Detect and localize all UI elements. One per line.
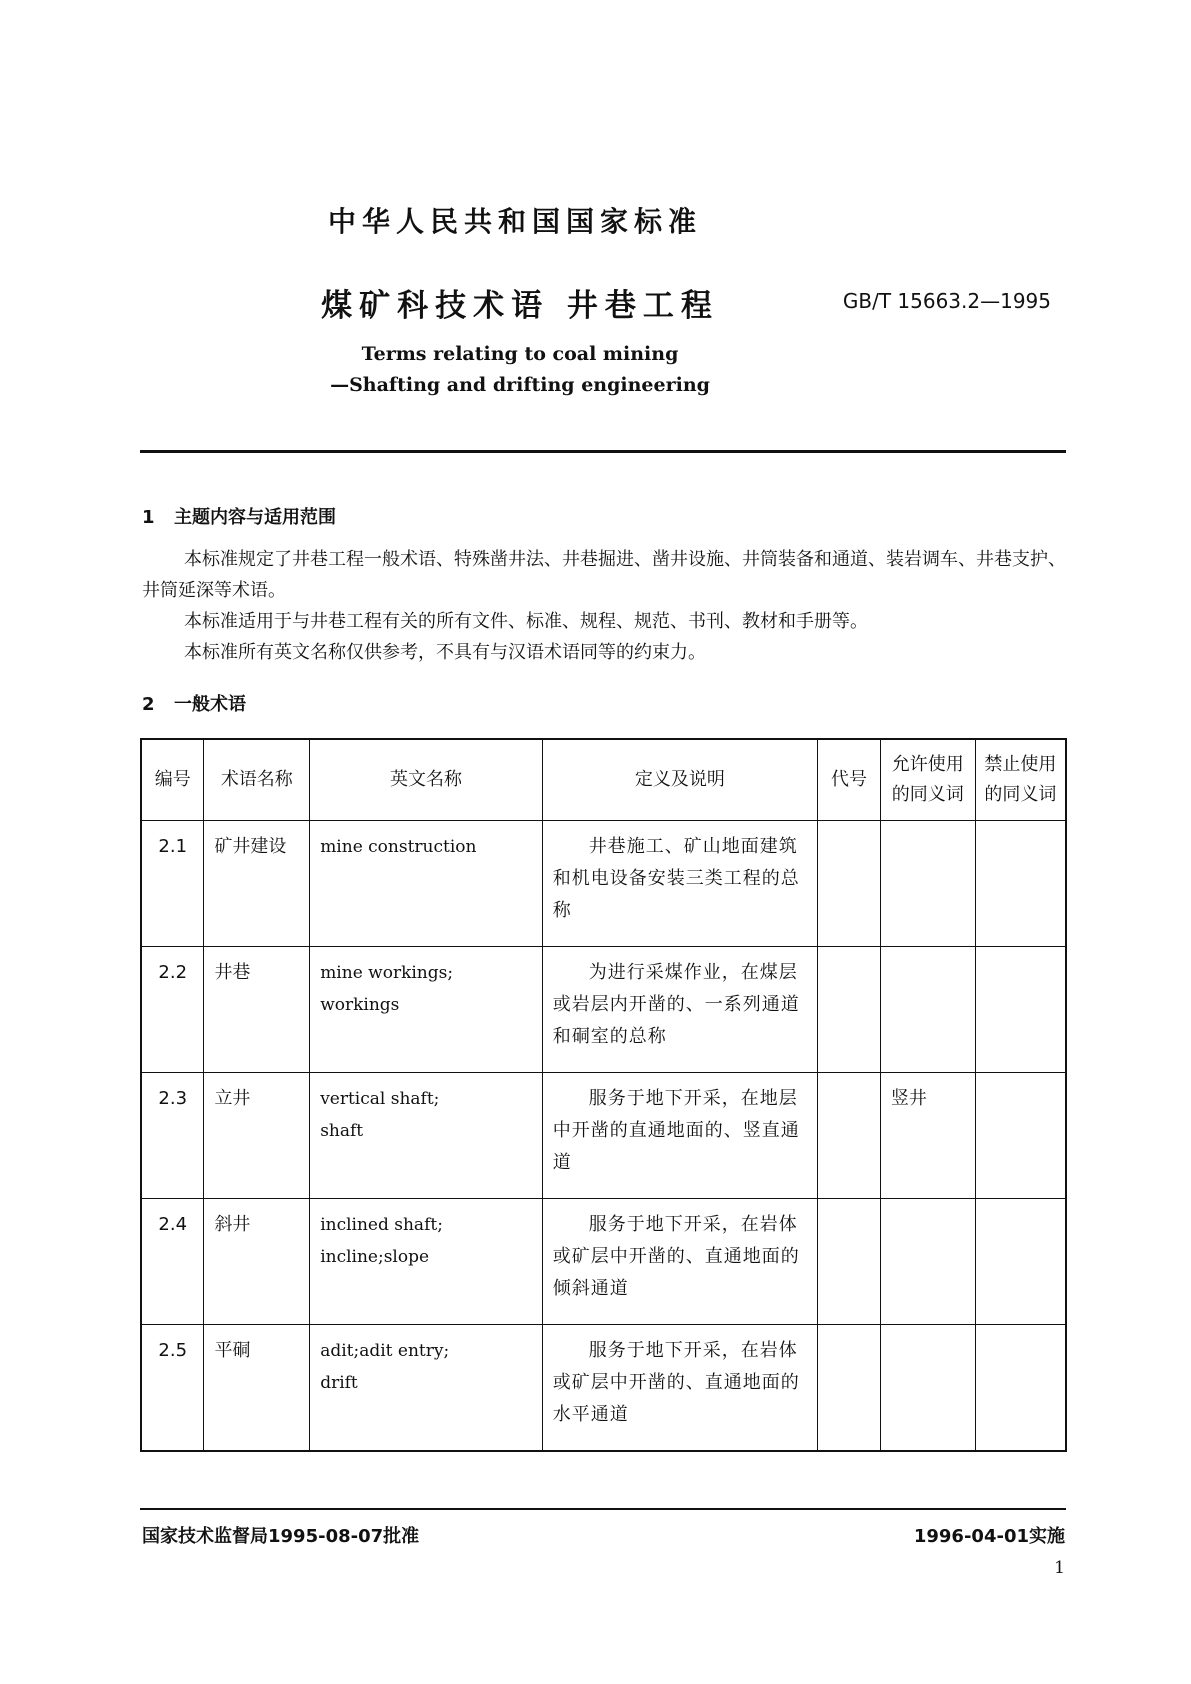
header-term: 术语名称 [204, 739, 310, 821]
header-forbidden-synonym [975, 739, 1066, 821]
cell-number: 2.5 [141, 1325, 204, 1452]
cell-code [818, 1325, 881, 1452]
cell-number: 2.2 [141, 947, 204, 1073]
header-code: 代号 [818, 739, 881, 821]
english-line1: adit;adit entry; [320, 1341, 450, 1361]
cell-number: 2.4 [141, 1199, 204, 1325]
cell-allowed-synonym: 竖井 [880, 1073, 975, 1199]
cell-code [818, 947, 881, 1073]
cell-forbidden-synonym [975, 1073, 1066, 1199]
section-2-heading [142, 690, 246, 716]
table-row [141, 1325, 1066, 1452]
table-header-row [141, 739, 1066, 821]
section-2-title: 一般术语 [174, 694, 246, 715]
header-forbidden-line1: 禁止使用 [984, 754, 1057, 775]
header-allowed-line1: 允许使用 [891, 754, 964, 775]
table-row [141, 821, 1066, 947]
cell-english [310, 1073, 543, 1199]
cell-definition: 为进行采煤作业，在煤层或岩层内开凿的、一系列通道和硐室的总称 [542, 947, 817, 1073]
section-1-heading [142, 503, 336, 529]
section-1-paragraph-3: 本标准所有英文名称仅供参考，不具有与汉语术语同等的约束力。 [184, 642, 706, 663]
table-row [141, 1073, 1066, 1199]
english-line2: incline;slope [320, 1247, 430, 1267]
cell-allowed-synonym [880, 947, 975, 1073]
header-number: 编号 [141, 739, 204, 821]
cell-term: 矿井建设 [204, 821, 310, 947]
english-line1: vertical shaft; [320, 1089, 440, 1109]
cell-number: 2.3 [141, 1073, 204, 1199]
cell-number: 2.1 [141, 821, 204, 947]
cell-english [310, 1199, 543, 1325]
section-1-number: 1 [142, 507, 155, 528]
cell-term: 井巷 [204, 947, 310, 1073]
document-title: 煤矿科技术语 井巷工程 [321, 288, 719, 324]
header-allowed-synonym [880, 739, 975, 821]
implementation-date: 1996-04-01实施 [913, 1526, 1065, 1547]
cell-allowed-synonym [880, 1199, 975, 1325]
cell-code [818, 821, 881, 947]
english-line1: inclined shaft; [320, 1215, 443, 1235]
header-rule [140, 450, 1066, 453]
cell-forbidden-synonym [975, 821, 1066, 947]
cell-definition: 服务于地下开采，在地层中开凿的直通地面的、竖直通道 [542, 1073, 817, 1199]
header-definition: 定义及说明 [542, 739, 817, 821]
cell-english [310, 1325, 543, 1452]
cell-term: 平硐 [204, 1325, 310, 1452]
section-1-title: 主题内容与适用范围 [174, 507, 336, 528]
cell-forbidden-synonym [975, 1325, 1066, 1452]
cell-allowed-synonym [880, 1325, 975, 1452]
cell-term: 立井 [204, 1073, 310, 1199]
cell-definition: 井巷施工、矿山地面建筑和机电设备安装三类工程的总称 [542, 821, 817, 947]
cell-term: 斜井 [204, 1199, 310, 1325]
cell-code [818, 1073, 881, 1199]
cell-english [310, 947, 543, 1073]
english-line2: drift [320, 1373, 358, 1393]
terms-table [140, 738, 1067, 1452]
cell-allowed-synonym [880, 821, 975, 947]
english-line1: mine workings; [320, 963, 454, 983]
english-line2: shaft [320, 1121, 364, 1141]
cell-definition: 服务于地下开采，在岩体或矿层中开凿的、直通地面的水平通道 [542, 1325, 817, 1452]
header-forbidden-line2: 的同义词 [984, 784, 1057, 805]
approval-date: 国家技术监督局1995-08-07批准 [142, 1526, 420, 1547]
standard-title: 中华人民共和国国家标准 [327, 205, 702, 238]
cell-code [818, 1199, 881, 1325]
english-title-line1: Terms relating to coal mining [361, 343, 679, 365]
header-english: 英文名称 [310, 739, 543, 821]
table-row [141, 1199, 1066, 1325]
footer-rule [140, 1508, 1066, 1510]
section-1-paragraph-1: 本标准规定了井巷工程一般术语、特殊凿井法、井巷掘进、凿井设施、井筒装备和通道、装岩调车、井巷支护、井筒延深等术语。 [142, 549, 1066, 601]
english-line1: mine construction [320, 837, 477, 857]
cell-forbidden-synonym [975, 947, 1066, 1073]
cell-english [310, 821, 543, 947]
section-1-paragraph-2: 本标准适用于与井巷工程有关的所有文件、标准、规程、规范、书刊、教材和手册等。 [184, 611, 868, 632]
standard-code: GB/T 15663.2—1995 [842, 289, 1051, 313]
english-title-line2: —Shafting and drifting engineering [330, 374, 710, 396]
english-line2: workings [320, 995, 400, 1015]
section-2-number: 2 [142, 694, 155, 715]
cell-forbidden-synonym [975, 1199, 1066, 1325]
cell-definition: 服务于地下开采，在岩体或矿层中开凿的、直通地面的倾斜通道 [542, 1199, 817, 1325]
header-allowed-line2: 的同义词 [891, 784, 964, 805]
page-number: 1 [1054, 1558, 1065, 1578]
table-row [141, 947, 1066, 1073]
